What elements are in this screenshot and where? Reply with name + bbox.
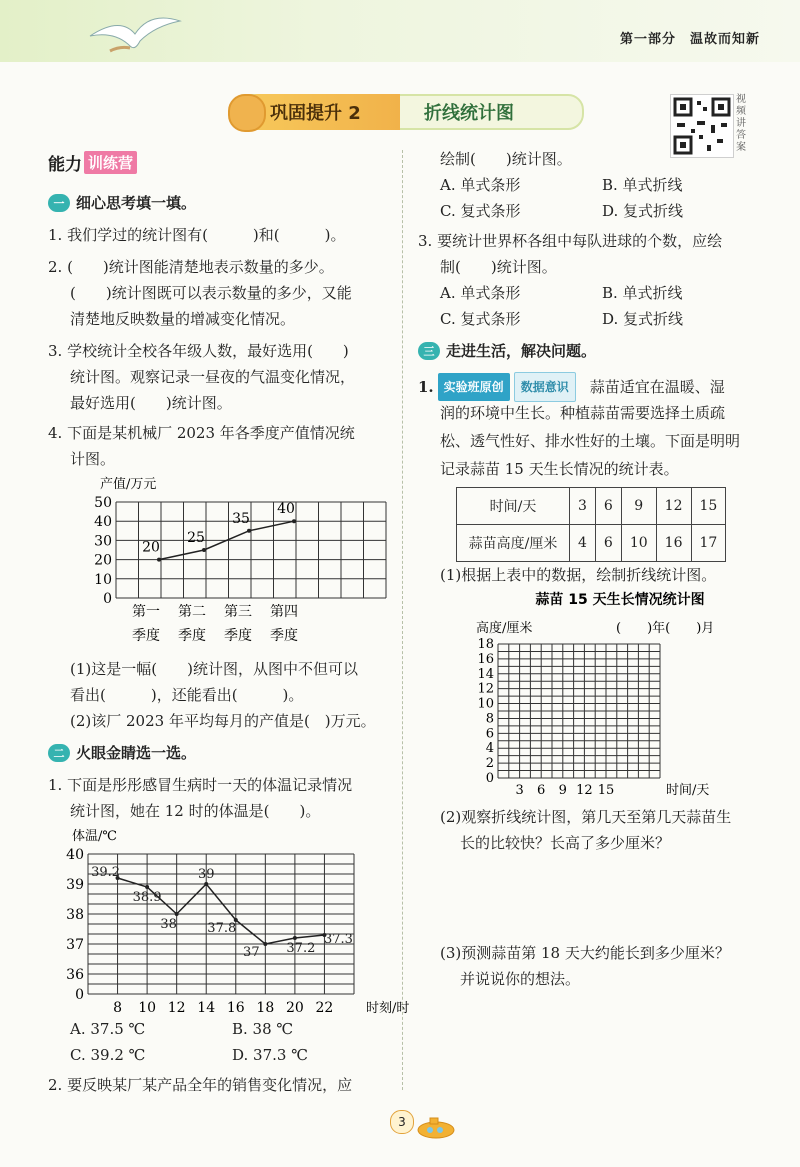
data-label: 38 <box>160 917 177 932</box>
lesson-number: 巩固提升 2 <box>270 103 361 124</box>
y-tick-label: 0 <box>75 987 84 1003</box>
question-1-4-line2: 计图。 <box>70 450 116 468</box>
question-1-3-line3: 最好选用( )统计图。 <box>70 394 232 412</box>
option-c[interactable]: C. 39.2 ℃ <box>70 1046 146 1064</box>
data-label: 37.2 <box>286 941 316 956</box>
x-tick-label: 3 <box>515 783 524 798</box>
question-number: 1. <box>418 378 434 396</box>
table-cell: 4 <box>570 525 596 562</box>
y-tick-label: 8 <box>485 711 494 727</box>
y-tick-label: 37 <box>66 937 84 953</box>
x-tick-label: 16 <box>226 1000 245 1016</box>
section-title: 细心思考填一填。 <box>76 194 197 212</box>
question-3-1-line2: 润的环境中生长。种植蒜苗需要选择土质疏 <box>440 404 726 422</box>
table-cell: 6 <box>595 525 621 562</box>
option-c[interactable]: C. 复式条形 <box>440 202 521 220</box>
section-title: 火眼金睛选一选。 <box>76 744 197 762</box>
section-number: 三 <box>418 342 440 360</box>
x-tick-label: 20 <box>285 1000 304 1016</box>
x-tick-label: 12 <box>576 783 593 798</box>
data-label: 37 <box>243 945 260 960</box>
ability-badge <box>48 150 137 175</box>
question-3-1-2: (2)观察折线统计图，第几天至第几天蒜苗生 <box>440 808 732 826</box>
table-cell: 时间/天 <box>457 488 570 525</box>
column-divider <box>402 150 403 1090</box>
question-3-1-2-line2: 长的比较快？长高了多少厘米？ <box>460 834 671 852</box>
question-1-3: 3. 学校统计全校各年级人数，最好选用( ) <box>48 342 349 360</box>
section-3-heading <box>418 340 596 361</box>
y-tick-label: 40 <box>94 514 112 531</box>
question-1-1: 1. 我们学过的统计图有( )和( )。 <box>48 226 346 244</box>
y-tick-label: 20 <box>94 552 112 569</box>
question-1-2-line3: 清楚地反映数量的增减变化情况。 <box>70 310 296 328</box>
x-tick-label: 6 <box>537 783 546 798</box>
data-point <box>263 942 267 946</box>
section-1-heading <box>48 192 196 213</box>
question-3-1-line3: 松、透气性好、排水性好的土壤。下面是明明 <box>440 432 741 450</box>
table-row <box>457 525 726 562</box>
data-point <box>204 882 208 886</box>
option-d[interactable]: D. 37.3 ℃ <box>232 1046 308 1064</box>
badge-camp: 训练营 <box>84 151 137 174</box>
question-2-1: 1. 下面是彤彤感冒生病时一天的体温记录情况 <box>48 776 353 794</box>
table-cell: 15 <box>691 488 726 525</box>
question-3-1-3: (3)预测蒜苗第 18 天大约能长到多少厘米？ <box>440 944 730 962</box>
data-label: 39 <box>197 867 215 882</box>
seagull-icon <box>80 6 190 66</box>
data-point <box>175 912 179 916</box>
question-2-3-line2: 制( )统计图。 <box>440 258 557 276</box>
x-tick-label-line2: 季度 <box>270 628 298 644</box>
question-1-4-1: (1)这是一幅( )统计图，从图中不但可以 <box>70 660 358 678</box>
y-axis-label: 高度/厘米 <box>476 621 533 636</box>
data-label: 20 <box>142 539 160 556</box>
data-point <box>202 548 206 552</box>
y-tick-label: 16 <box>477 651 494 667</box>
option-a[interactable]: A. 单式条形 <box>440 284 521 302</box>
date-label: ( )年( )月 <box>616 621 715 636</box>
option-b[interactable]: B. 单式折线 <box>602 284 683 302</box>
option-d[interactable]: D. 复式折线 <box>602 202 684 220</box>
x-tick-label: 第三 <box>224 604 252 620</box>
x-tick-label: 8 <box>113 1000 123 1016</box>
option-b[interactable]: B. 单式折线 <box>602 176 683 194</box>
y-tick-label: 4 <box>485 741 494 757</box>
y-tick-label: 2 <box>485 756 494 772</box>
y-tick-label: 30 <box>94 533 112 550</box>
section-number: 一 <box>48 194 70 212</box>
question-1-4-1-line2: 看出( )，还能看出( )。 <box>70 686 304 704</box>
data-label: 37.8 <box>207 921 237 936</box>
option-d[interactable]: D. 复式折线 <box>602 310 684 328</box>
data-label: 25 <box>187 530 205 546</box>
y-tick-label: 50 <box>94 495 112 511</box>
question-1-3-line2: 统计图。观察记录一昼夜的气温变化情况， <box>70 368 356 386</box>
badge-ability: 能力 <box>48 155 82 175</box>
temperature-chart <box>60 822 410 1018</box>
y-tick-label: 14 <box>477 666 494 682</box>
page-title: 折线统计图 <box>424 103 514 124</box>
production-value-chart <box>60 470 390 650</box>
question-1-4-2: (2)该厂 2023 年平均每月的产值是( )万元。 <box>70 712 376 730</box>
data-point <box>145 885 149 889</box>
table-cell: 12 <box>656 488 691 525</box>
question-1-2: 2. ( )统计图能清楚地表示数量的多少。 <box>48 258 334 276</box>
table-cell: 10 <box>621 525 656 562</box>
table-cell: 3 <box>570 488 596 525</box>
question-3-1-1: (1)根据上表中的数据，绘制折线统计图。 <box>440 566 717 584</box>
table-cell: 蒜苗高度/厘米 <box>457 525 570 562</box>
question-3-1-3-line2: 并说说你的想法。 <box>460 970 581 988</box>
y-tick-label: 40 <box>66 847 84 863</box>
garlic-growth-grid[interactable] <box>470 588 770 798</box>
table-cell: 6 <box>595 488 621 525</box>
x-tick-label-line2: 季度 <box>178 628 206 644</box>
y-tick-label: 10 <box>94 571 112 588</box>
chart-title: 蒜苗 15 天生长情况统计图 <box>535 592 705 608</box>
y-tick-label: 36 <box>66 967 84 983</box>
tag-data-sense: 数据意识 <box>514 372 576 402</box>
x-axis-label: 时刻/时 <box>366 1001 410 1016</box>
running-head: 第一部分 温故而知新 <box>619 32 760 47</box>
data-label: 39.2 <box>91 865 121 880</box>
question-2-2-line2: 绘制( )统计图。 <box>440 150 572 168</box>
section-title: 走进生活，解决问题。 <box>446 342 597 360</box>
x-tick-label: 第二 <box>178 604 206 620</box>
data-point <box>157 558 161 562</box>
table-cell: 16 <box>656 525 691 562</box>
x-tick-label: 12 <box>167 1000 186 1016</box>
tag-original: 实验班原创 <box>438 373 510 401</box>
x-tick-label: 第四 <box>270 604 298 620</box>
qr-code-icon[interactable] <box>670 94 734 158</box>
question-3-1 <box>418 372 725 402</box>
question-text: 蒜苗适宜在温暖、湿 <box>589 378 725 396</box>
y-tick-label: 0 <box>103 591 112 607</box>
submarine-icon <box>412 1112 458 1142</box>
question-2-3: 3. 要统计世界杯各组中每队进球的个数，应绘 <box>418 232 723 250</box>
qr-label: 视频讲答案 <box>736 94 746 153</box>
x-tick-label: 14 <box>197 1000 216 1016</box>
question-2-2: 2. 要反映某厂某产品全年的销售变化情况，应 <box>48 1076 353 1094</box>
y-tick-label: 6 <box>485 726 494 742</box>
x-axis-label: 时间/天 <box>666 783 710 798</box>
y-tick-label: 10 <box>477 696 494 712</box>
data-label: 38.9 <box>132 890 162 905</box>
page-number: 3 <box>390 1110 414 1134</box>
question-1-2-line2: ( )统计图既可以表示数量的多少，又能 <box>70 284 352 302</box>
y-tick-label: 39 <box>66 877 84 893</box>
question-1-4: 4. 下面是某机械厂 2023 年各季度产值情况统 <box>48 424 355 442</box>
y-tick-label: 18 <box>477 637 494 652</box>
shell-icon <box>228 94 266 132</box>
x-tick-label: 18 <box>256 1000 275 1016</box>
data-label: 37.3 <box>323 932 353 947</box>
x-tick-label: 第一 <box>132 604 160 620</box>
section-number: 二 <box>48 744 70 762</box>
data-point <box>293 936 297 940</box>
data-label: 35 <box>232 510 250 527</box>
table-cell: 17 <box>691 525 726 562</box>
y-axis-label: 产值/万元 <box>100 477 157 492</box>
x-tick-label: 9 <box>558 783 567 798</box>
x-tick-label: 15 <box>597 783 615 798</box>
y-tick-label: 38 <box>66 907 84 923</box>
x-tick-label-line2: 季度 <box>224 628 252 644</box>
y-tick-label: 0 <box>485 771 494 786</box>
table-row <box>457 488 726 525</box>
option-a[interactable]: A. 单式条形 <box>440 176 521 194</box>
y-tick-label: 12 <box>477 681 494 697</box>
option-c[interactable]: C. 复式条形 <box>440 310 521 328</box>
option-b[interactable]: B. 38 ℃ <box>232 1020 294 1038</box>
x-tick-label: 10 <box>138 1000 157 1016</box>
data-point <box>247 529 251 533</box>
x-tick-label-line2: 季度 <box>132 628 160 644</box>
growth-table <box>456 487 726 562</box>
data-label: 40 <box>277 501 295 518</box>
option-a[interactable]: A. 37.5 ℃ <box>70 1020 146 1038</box>
data-point <box>292 519 296 523</box>
section-2-heading <box>48 742 196 763</box>
question-3-1-line4: 记录蒜苗 15 天生长情况的统计表。 <box>440 460 679 478</box>
x-tick-label: 22 <box>315 1000 334 1016</box>
question-2-1-line2: 统计图，她在 12 时的体温是( )。 <box>70 802 321 820</box>
y-axis-label: 体温/℃ <box>72 829 117 844</box>
table-cell: 9 <box>621 488 656 525</box>
